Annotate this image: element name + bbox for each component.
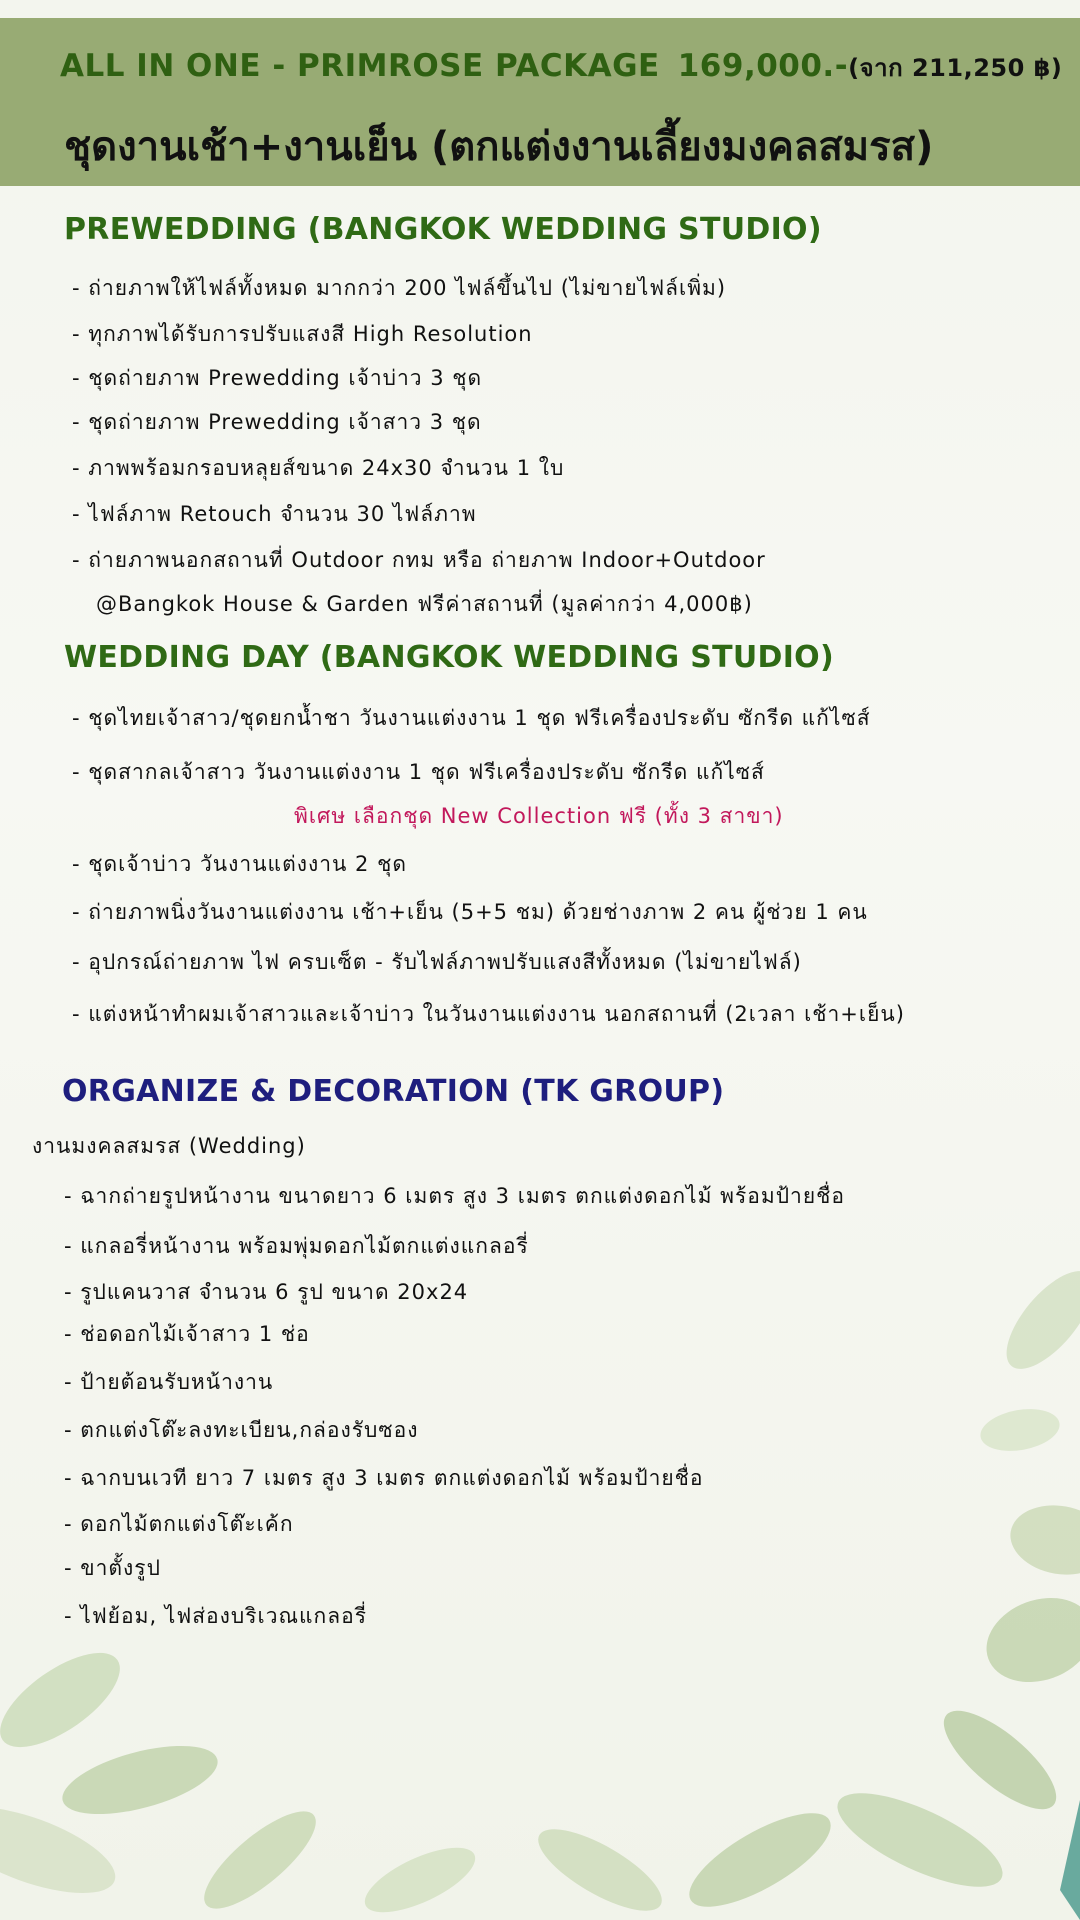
organize-item: - ตกแต่งโต๊ะลงทะเบียน,กล่องรับซอง <box>64 1418 419 1442</box>
wedding-day-item: - ชุดเจ้าบ่าว วันงานแต่งงาน 2 ชุด <box>72 852 407 876</box>
header-banner <box>0 18 1080 186</box>
prewedding-item: @Bangkok House & Garden ฟรีค่าสถานที่ (มูลค่ากว่า 4,000฿) <box>96 592 753 616</box>
section-title-organize: ORGANIZE & DECORATION (TK GROUP) <box>62 1074 725 1109</box>
organize-item: - แกลอรี่หน้างาน พร้อมพุ่มดอกไม้ตกแต่งแกลอรี่ <box>64 1234 529 1258</box>
wedding-day-item: - ชุดสากลเจ้าสาว วันงานแต่งงาน 1 ชุด ฟรีเครื่องประดับ ซักรีด แก้ไซส์ <box>72 760 765 784</box>
wedding-day-item: - แต่งหน้าทำผมเจ้าสาวและเจ้าบ่าว ในวันงานแต่งงาน นอกสถานที่ (2เวลา เช้า+เย็น) <box>72 1002 905 1026</box>
organize-item: - ฉากถ่ายรูปหน้างาน ขนาดยาว 6 เมตร สูง 3 เมตร ตกแต่งดอกไม้ พร้อมป้ายชื่อ <box>64 1184 845 1208</box>
package-title-line <box>60 48 1062 87</box>
package-price: 169,000.- <box>677 48 849 84</box>
organize-item: - ดอกไม้ตกแต่งโต๊ะเค้ก <box>64 1512 294 1536</box>
package-subtitle: ชุดงานเช้า+งานเย็น (ตกแต่งงานเลี้ยงมงคลสมรส) <box>64 124 934 170</box>
organize-item: - ขาตั้งรูป <box>64 1556 161 1580</box>
original-price: (จาก 211,250 ฿) <box>848 54 1063 82</box>
wedding-day-item: - ถ่ายภาพนิ่งวันงานแต่งงาน เช้า+เย็น (5+5 ชม) ด้วยช่างภาพ 2 คน ผู้ช่วย 1 คน <box>72 900 868 924</box>
prewedding-item: - ถ่ายภาพนอกสถานที่ Outdoor กทม หรือ ถ่ายภาพ Indoor+Outdoor <box>72 548 766 572</box>
special-offer: พิเศษ เลือกชุด New Collection ฟรี (ทั้ง 3 สาขา) <box>294 804 784 828</box>
organize-item: - รูปแคนวาส จำนวน 6 รูป ขนาด 20x24 <box>64 1280 469 1304</box>
organize-item: - ฉากบนเวที ยาว 7 เมตร สูง 3 เมตร ตกแต่งดอกไม้ พร้อมป้ายชื่อ <box>64 1466 704 1490</box>
prewedding-item: - ไฟล์ภาพ Retouch จำนวน 30 ไฟล์ภาพ <box>72 502 477 526</box>
organize-item: - ช่อดอกไม้เจ้าสาว 1 ช่อ <box>64 1322 310 1346</box>
prewedding-item: - ชุดถ่ายภาพ Prewedding เจ้าสาว 3 ชุด <box>72 410 482 434</box>
section-title-wedding-day: WEDDING DAY (BANGKOK WEDDING STUDIO) <box>64 640 834 675</box>
section-title-prewedding: PREWEDDING (BANGKOK WEDDING STUDIO) <box>64 212 822 247</box>
wedding-day-item: - ชุดไทยเจ้าสาว/ชุดยกน้ำชา วันงานแต่งงาน 1 ชุด ฟรีเครื่องประดับ ซักรีด แก้ไซส์ <box>72 706 871 730</box>
prewedding-item: - ชุดถ่ายภาพ Prewedding เจ้าบ่าว 3 ชุด <box>72 366 483 390</box>
wedding-day-item: - อุปกรณ์ถ่ายภาพ ไฟ ครบเซ็ต - รับไฟล์ภาพปรับแสงสีทั้งหมด (ไม่ขายไฟล์) <box>72 950 802 974</box>
prewedding-item: - ทุกภาพได้รับการปรับแสงสี High Resolution <box>72 322 533 346</box>
package-title: ALL IN ONE - PRIMROSE PACKAGE <box>60 48 660 84</box>
prewedding-item: - ถ่ายภาพให้ไฟล์ทั้งหมด มากกว่า 200 ไฟล์ขึ้นไป (ไม่ขายไฟล์เพิ่ม) <box>72 276 727 300</box>
organize-subtitle: งานมงคลสมรส (Wedding) <box>32 1134 306 1158</box>
prewedding-item: - ภาพพร้อมกรอบหลุยส์ขนาด 24x30 จำนวน 1 ใบ <box>72 456 565 480</box>
organize-item: - ป้ายต้อนรับหน้างาน <box>64 1370 274 1394</box>
organize-item: - ไฟย้อม, ไฟส่องบริเวณแกลอรี่ <box>64 1604 367 1628</box>
